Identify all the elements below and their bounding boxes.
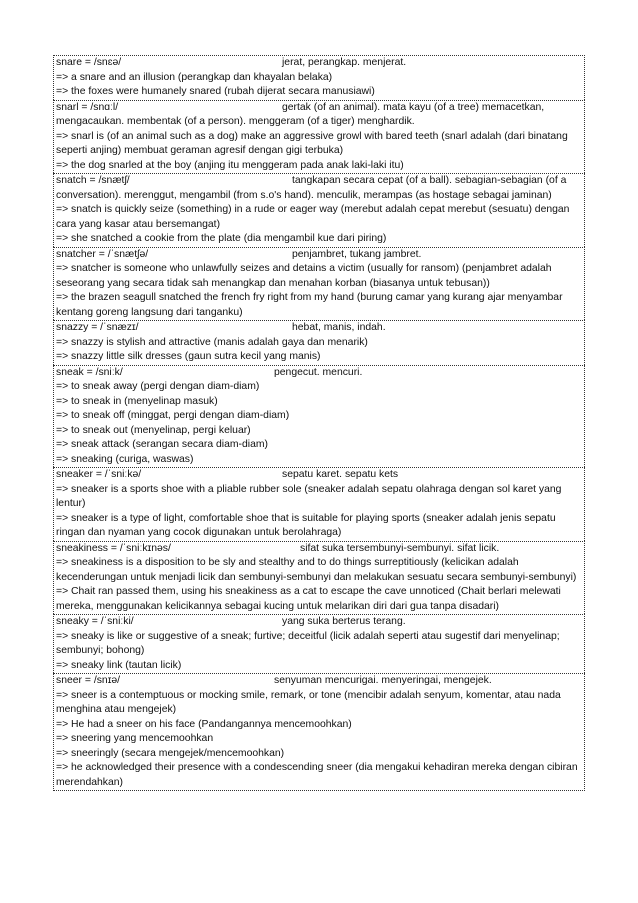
entry-meaning: jerat, perangkap. menjerat. <box>282 57 407 68</box>
entry-meaning: tangkapan secara cepat (of a ball). sebagian-sebagian (of a <box>292 175 567 186</box>
example-line: => sneakiness is a disposition to be sly and stealthy and to do things surreptitiously (kelicikan adalah kecenderungan untuk menjadi licik dan sembunyi-sembunyi dan melakukan sesuatu secara sembunyi-sembunyi) <box>56 557 577 583</box>
headword: sneaky = /ˈsniːki/ <box>56 616 134 627</box>
headword: snarl = /snɑːl/ <box>56 101 119 113</box>
entry-meaning-continued: conversation). merenggut, mengambil (from s.o's hand). menculik, merampas (as hostage sebagai jaminan) <box>56 189 552 201</box>
example-line: => sneaky link (tautan licik) <box>56 659 182 671</box>
example-line: => sneaker is a type of light, comfortable shoe that is suitable for playing sports (sneaker adalah jenis sepatu ringan dan nyaman yang cocok digunakan untuk berolahraga) <box>56 512 556 538</box>
example-line: => a snare and an illusion (perangkap dan khayalan belaka) <box>56 71 333 83</box>
dictionary-entry <box>53 614 585 673</box>
headword: sneer = /snɪə/ <box>56 675 121 686</box>
example-line: => sneak attack (serangan secara diam-diam) <box>56 439 268 450</box>
example-line: => to sneak out (menyelinap, pergi keluar) <box>56 424 251 436</box>
entry-header <box>56 615 582 630</box>
entry-header <box>56 101 582 116</box>
dictionary-entry <box>53 365 585 468</box>
example-line: => sneaking (curiga, waswas) <box>56 453 194 465</box>
example-line: => she snatched a cookie from the plate (dia mengambil kue dari piring) <box>56 233 387 244</box>
entry-meaning: sepatu karet. sepatu kets <box>282 469 399 480</box>
example-line: => snazzy is stylish and attractive (manis adalah gaya dan menarik) <box>56 336 368 348</box>
entry-meaning: gertak (of an animal). mata kayu (of a tree) memacetkan, <box>282 101 545 113</box>
entry-meaning: pengecut. mencuri. <box>274 366 363 378</box>
example-line: => the dog snarled at the boy (anjing itu menggeram pada anak laki-laki itu) <box>56 159 404 171</box>
example-line: => to sneak off (minggat, pergi dengan diam-diam) <box>56 410 290 421</box>
example-line: => snatch is quickly seize (something) in a rude or eager way (merebut adalah cepat merebut (sesuatu) dengan cara yang kasar atau bersemangat) <box>56 204 570 230</box>
entry-header <box>56 366 582 381</box>
dictionary-sheet <box>53 55 585 791</box>
headword: snatcher = /ˈsnætʃə/ <box>56 248 149 260</box>
entry-meaning: hebat, manis, indah. <box>292 322 386 333</box>
entry-header <box>56 56 582 71</box>
example-line: => the brazen seagull snatched the french fry right from my hand (burung camar yang kurang ajar menyambar kentang goreng langsung dari tanganku) <box>56 292 563 318</box>
entry-header <box>56 674 582 689</box>
entry-header <box>56 174 582 189</box>
entry-meaning: senyuman mencurigai. menyeringai, mengejek. <box>274 675 492 686</box>
example-line: => to sneak in (menyelinap masuk) <box>56 395 218 407</box>
entry-meaning: yang suka berterus terang. <box>282 616 406 627</box>
example-line: => snarl is (of an animal such as a dog) make an aggressive growl with bared teeth (snarl adalah (dari binatang seperti anjing) membuat geraman agresif dengan gigi terbuka) <box>56 130 568 156</box>
example-line: => sneering yang mencemoohkan <box>56 733 214 744</box>
example-line: => sneer is a contemptuous or mocking smile, remark, or tone (mencibir adalah senyum, komentar, atau nada menghina atau mengejek) <box>56 689 561 715</box>
entry-header <box>56 321 582 336</box>
example-line: => snazzy little silk dresses (gaun sutra kecil yang manis) <box>56 351 321 362</box>
entry-header <box>56 248 582 263</box>
example-line: => to sneak away (pergi dengan diam-diam) <box>56 381 260 392</box>
example-line: => he acknowledged their presence with a condescending sneer (dia mengakui kehadiran mereka dengan cibiran merendahkan) <box>56 762 578 788</box>
example-line: => the foxes were humanely snared (rubah dijerat secara manusiawi) <box>56 86 375 97</box>
headword: snatch = /snætʃ/ <box>56 175 130 186</box>
headword: snazzy = /ˈsnæzɪ/ <box>56 322 139 333</box>
example-line: => snatcher is someone who unlawfully seizes and detains a victim (usually for ransom) (penjambret adalah seseorang yang secara tidak sah menangkap dan menahan korban (biasanya untuk tebusan)) <box>56 263 552 289</box>
entry-meaning: penjambret, tukang jambret. <box>292 248 422 260</box>
example-line: => sneeringly (secara mengejek/mencemoohkan) <box>56 747 285 759</box>
dictionary-entry <box>53 467 585 541</box>
entry-header <box>56 542 582 557</box>
dictionary-entry <box>53 673 585 791</box>
headword: snare = /snɛə/ <box>56 57 122 68</box>
example-line: => He had a sneer on his face (Pandangannya mencemoohkan) <box>56 718 352 730</box>
entry-meaning: sifat suka tersembunyi-sembunyi. sifat licik. <box>300 542 500 554</box>
dictionary-entry <box>53 100 585 174</box>
dictionary-entry <box>53 173 585 247</box>
example-line: => sneaky is like or suggestive of a sneak; furtive; deceitful (licik adalah seperti atau sugestif dari menyelinap; sembunyi; bohong) <box>56 630 560 656</box>
dictionary-entry <box>53 247 585 321</box>
dictionary-entry <box>53 541 585 615</box>
example-line: => sneaker is a sports shoe with a pliable rubber sole (sneaker adalah sepatu olahraga dengan sol karet yang lentur) <box>56 483 562 509</box>
headword: sneak = /sniːk/ <box>56 366 123 378</box>
dictionary-entry <box>53 320 585 365</box>
example-line: => Chait ran passed them, using his sneakiness as a cat to escape the cave unnoticed (Chait berlari melewati mereka, menggunakan kelicikannya sebagai kucing untuk melarikan diri dari gua tanpa disadari) <box>56 586 561 612</box>
headword: sneakiness = /ˈsniːkɪnəs/ <box>56 542 171 554</box>
headword: sneaker = /ˈsniːkə/ <box>56 469 142 480</box>
dictionary-entry <box>53 55 585 100</box>
entry-header <box>56 468 582 483</box>
entry-meaning-continued: mengacaukan. membentak (of a person). menggeram (of a tiger) menghardik. <box>56 116 415 127</box>
